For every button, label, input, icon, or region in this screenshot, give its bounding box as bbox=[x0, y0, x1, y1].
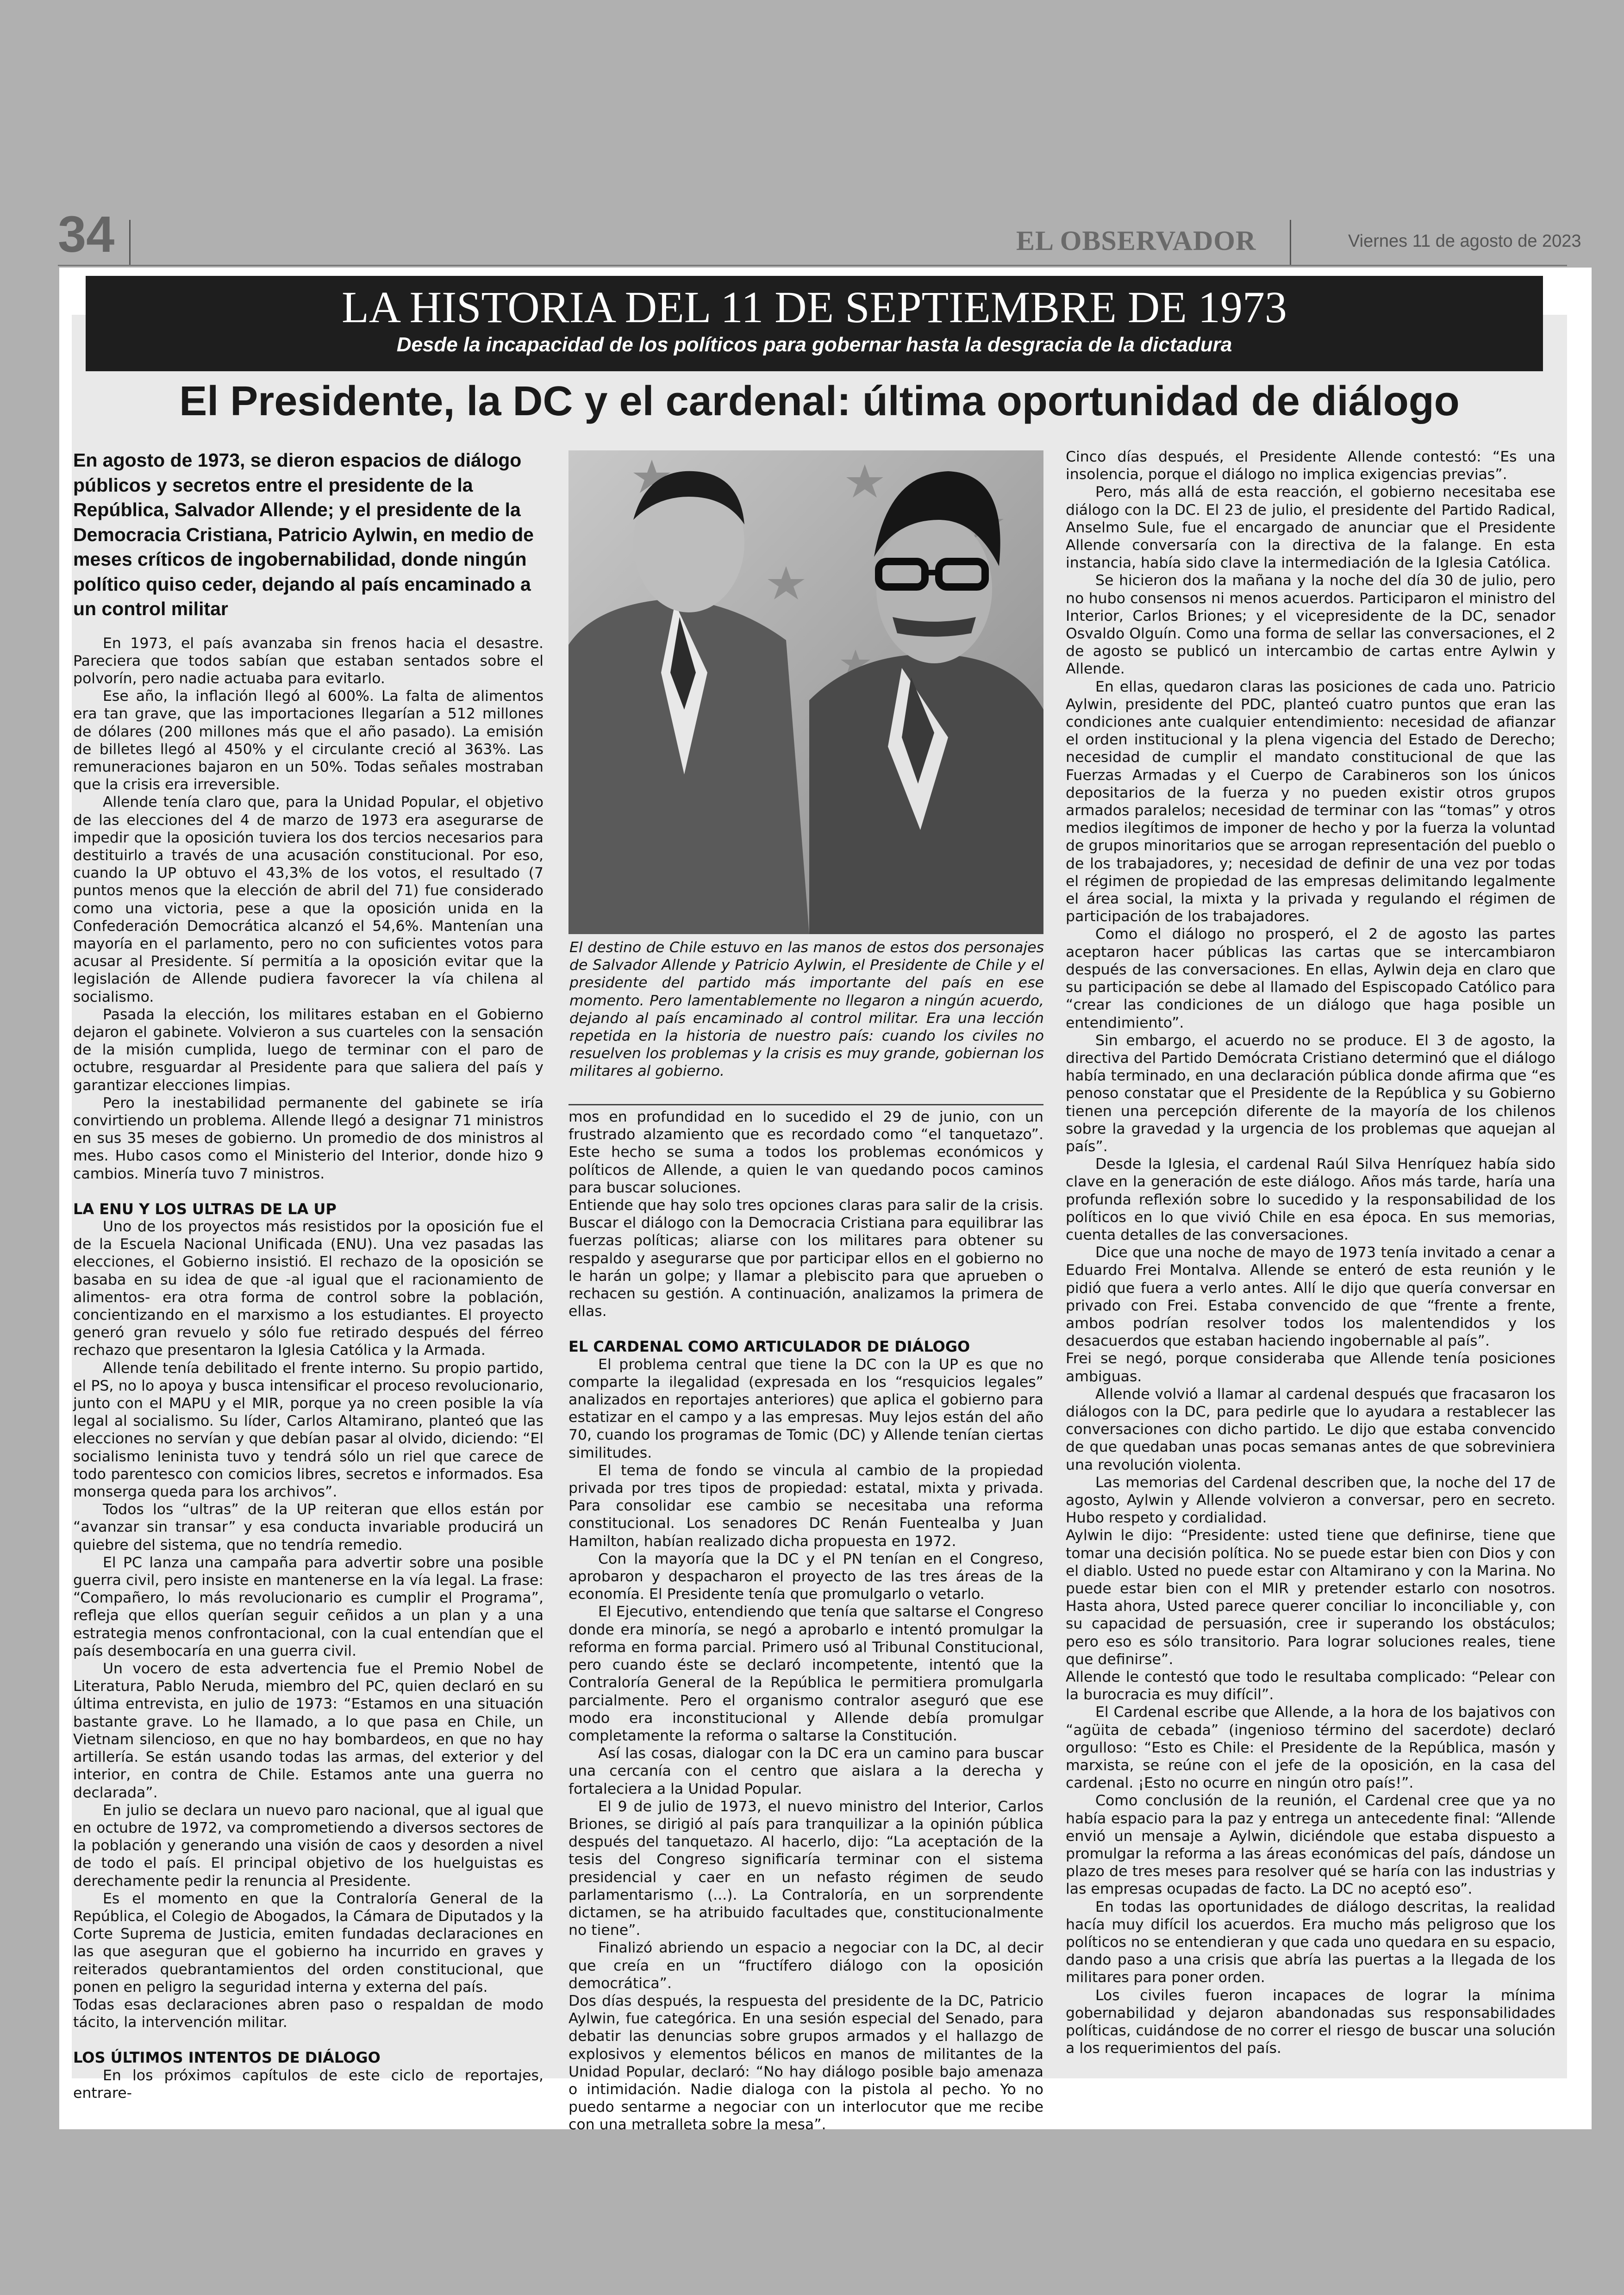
paragraph: El 9 de julio de 1973, el nuevo ministro del Interior, Carlos Briones, se dirigió al país para tranquilizar a la opinión pública después del tanquetazo. Al hacerlo, dijo: “La aceptación de la tesis del Congreso significaría terminar con el sistema presidencial y caer en un nefasto régimen de seudo parlamentarismo (...). La Contraloría, en un sorprendente dictamen, se ha atribuido facultades que, constitucionalmente no tiene”. bbox=[568, 1798, 1043, 1939]
section-heading: LOS ÚLTIMOS INTENTOS DE DIÁLOGO bbox=[73, 2049, 381, 2067]
article-column-1 bbox=[73, 448, 543, 2102]
paragraph: Uno de los proyectos más resistidos por la oposición fue el de la Escuela Nacional Unificada (ENU). Una vez pasadas las elecciones, el Gobierno insistió. El rechazo de la oposición se basaba en su idea de que -al igual que el racionamiento de alimentos- era otra forma de control sobre la población, concientizando en el marxismo a los estudiantes. El proyecto generó gran revuelo y sólo fue retirado después del férreo rechazo que presentaron la Iglesia Católica y la Armada. bbox=[73, 1218, 543, 1359]
paragraph: En los próximos capítulos de este ciclo de reportajes, entrare- bbox=[73, 2067, 543, 2102]
paragraph: Pasada la elección, los militares estaban en el Gobierno dejaron el gabinete. Volvieron a sus cuarteles con la sensación de la misión cumplida, luego de terminar con el paro de octubre, resguardar al Presidente para que saliera del país y garantizar elecciones limpias. bbox=[73, 1006, 543, 1094]
paragraph: Dos días después, la respuesta del presidente de la DC, Patricio Aylwin, fue categórica. En una sesión especial del Senado, para debatir las denuncias sobre grupos armados y el hallazgo de explosivos y elementos bélicos en manos de militantes de la Unidad Popular, declaró: “No hay diálogo posible bajo amenaza o intimidación. Nadie dialoga con la pistola al pecho. Yo no puedo sentarme a negociar con un interlocutor que me recibe con una metralleta sobre la mesa”. bbox=[568, 1992, 1043, 2133]
paragraph: Cinco días después, el Presidente Allende contestó: “Es una insolencia, porque el diálogo no implica exigencias previas”. bbox=[1066, 449, 1555, 483]
article-headline: El Presidente, la DC y el cardenal: última oportunidad de diálogo bbox=[179, 378, 1460, 424]
header-divider bbox=[1290, 220, 1291, 266]
paragraph: Finalizó abriendo un espacio a negociar con la DC, al decir que creía en un “fructífero diálogo con la oposición democrática”. bbox=[568, 1940, 1043, 1992]
paragraph: En todas las oportunidades de diálogo descritas, la realidad hacía muy difícil los acuerdos. Era mucho más peligroso que los políticos no se entendieran y que cada uno quedara en su espacio, dando paso a una crisis que abría las puertas a la llegada de los militares para poner orden. bbox=[1066, 1898, 1555, 1986]
paragraph: El Cardenal escribe que Allende, a la hora de los bajativos con “agüita de cebada” (ingenioso término del sacerdote) declaró orgulloso: “Esto es Chile: el Presidente de la República, masón y marxista, se reúne con el jefe de la oposición, en la casa del cardenal. ¡Esto no ocurre en ningún otro país!”. bbox=[1066, 1704, 1555, 1792]
photo-illustration bbox=[568, 450, 1043, 934]
paragraph: Pero la inestabilidad permanente del gabinete se iría convirtiendo un problema. Allende llegó a designar 71 ministros en sus 35 meses de gobierno. Un promedio de dos ministros al mes. Hubo casos como el Ministerio del Interior, donde hizo 9 cambios. Minería tuvo 7 ministros. bbox=[73, 1094, 543, 1182]
paragraph: Con la mayoría que la DC y el PN tenían en el Congreso, aprobaron y despacharon el proyecto de las tres áreas de la economía. El Presidente tenía que promulgarlo o vetarlo. bbox=[568, 1550, 1043, 1603]
paragraph: Todos los “ultras” de la UP reiteran que ellos están por “avanzar sin transar” y esa conducta invariable producirá un quiebre del sistema, que no tendría remedio. bbox=[73, 1501, 543, 1553]
paragraph: El Ejecutivo, entendiendo que tenía que saltarse el Congreso donde era minoría, se negó a aprobarlo e intentó promulgar la reforma en forma parcial. Primero usó al Tribunal Constitucional, pero cuando éste se declaró incompetente, intentó que la Contraloría General de la República le permitiera promulgarla parcialmente. Pero el organismo contralor aseguró que ese modo era inconstitucional y Allende debía promulgar completamente la reforma o saltarse la Constitución. bbox=[568, 1603, 1043, 1744]
paragraph: Como conclusión de la reunión, el Cardenal cree que ya no había espacio para la paz y entrega un antecedente final: “Allende envió un mensaje a Aylwin, diciéndole que estaba dispuesto a promulgar la reforma a las áreas económicas del país, dándose un plazo de tres meses para resolver qué se haría con las industrias y las empresas ocupadas de facto. La DC no aceptó eso”. bbox=[1066, 1792, 1555, 1898]
paragraph: En julio se declara un nuevo paro nacional, que al igual que en octubre de 1972, va comprometiendo a diversos sectores de la población y generando una visión de caos y desorden a nivel de todo el país. El principal objetivo de los huelguistas es derechamente pedir la renuncia al Presidente. bbox=[73, 1802, 543, 1890]
paragraph: Las memorias del Cardenal describen que, la noche del 17 de agosto, Aylwin y Allende volvieron a conversar, pero en secreto. Hubo respeto y cordialidad. bbox=[1066, 1474, 1555, 1527]
paragraph: El problema central que tiene la DC con la UP es que no comparte la ilegalidad (expresada en los “resquicios legales” analizados en reportajes anteriores) que aplica el gobierno para estatizar en el campo y a las empresas. Muy lejos están del año 70, cuando los programas de Tomic (DC) y Allende tenían ciertas similitudes. bbox=[568, 1356, 1043, 1461]
paragraph: Allende le contestó que todo le resultaba complicado: “Pelear con la burocracia es muy difícil”. bbox=[1066, 1669, 1555, 1703]
series-subtitle: Desde la incapacidad de los políticos para gobernar hasta la desgracia de la dictadura bbox=[396, 333, 1232, 356]
paragraph: Como el diálogo no prosperó, el 2 de agosto las partes aceptaron hacer públicas las cartas que se intercambiaron después de las conversaciones. En ellas, Aylwin deja en claro que su participación se debe al llamado del Espiscopado Católico para “crear las condiciones de un diálogo que haga posible un entendimiento”. bbox=[1066, 926, 1555, 1031]
newspaper-name: EL OBSERVADOR bbox=[1016, 225, 1256, 256]
header-rule bbox=[58, 265, 1567, 266]
paragraph: En ellas, quedaron claras las posiciones de cada uno. Patricio Aylwin, presidente del PDC, planteó cuatro puntos que eran las condiciones ante cualquier entendimiento: necesidad de afianzar el orden institucional y la plena vigencia del Estado de Derecho; necesidad de cumplir el mandato constitucional de que las Fuerzas Armadas y el Cuerpo de Carabineros son los únicos depositarios de la fuerza y no pueden existir otros grupos armados paralelos; necesidad de terminar con las “tomas” y otros medios ilegítimos de imponer de hecho y por la fuerza la voluntad de grupos minoritarios que se arrogan representación del pueblo o de los trabajadores, y; necesidad de definir de una vez por todas el régimen de propiedad de las empresas delimitando legalmente el área social, la mixta y la privada y regulando el régimen de participación de los trabajadores. bbox=[1066, 678, 1555, 925]
section-heading: LA ENU Y LOS ULTRAS DE LA UP bbox=[73, 1200, 337, 1218]
series-title: LA HISTORIA DEL 11 DE SEPTIEMBRE DE 1973 bbox=[342, 282, 1287, 332]
paragraph: Allende volvió a llamar al cardenal después que fracasaron los diálogos con la DC, para pedirle que lo ayudara a restablecer las conversaciones con dicho partido. Le dijo que estaba convencido de que quedaban unas pocas semanas antes de que sobreviniera una revolución violenta. bbox=[1066, 1385, 1555, 1473]
paragraph: mos en profundidad en lo sucedido el 29 de junio, con un frustrado alzamiento que es recordado como “el tanquetazo”. Este hecho se suma a todos los problemas económicos y políticos de Allende, a quien le van quedando pocos caminos para buscar soluciones. bbox=[568, 1109, 1043, 1196]
page-number: 34 bbox=[58, 206, 115, 263]
article-lead: En agosto de 1973, se dieron espacios de diálogo públicos y secretos entre el presidente de la República, Salvador Allende; y el presidente de la Democracia Cristiana, Patricio Aylwin, en medio de meses críticos de ingobernabilidad, donde ningún político quiso ceder, dejando al país encaminado a un control militar bbox=[73, 449, 534, 619]
paragraph: Los civiles fueron incapaces de lograr la mínima gobernabilidad y dejaron abandonadas sus responsabilidades políticas, cuidándose de no correr el riesgo de buscar una solución a los requerimientos del país. bbox=[1066, 1987, 1555, 2057]
paragraph: Pero, más allá de esta reacción, el gobierno necesitaba ese diálogo con la DC. El 23 de julio, el presidente del Partido Radical, Anselmo Sule, fue el encargado de anunciar que el Presidente Allende conversaría con la directiva de la falange. En esta instancia, había sido clave la intermediación de la Iglesia Católica. bbox=[1066, 484, 1555, 572]
paragraph: Allende tenía debilitado el frente interno. Su propio partido, el PS, no lo apoya y busca intensificar el proceso revolucionario, junto con el MAPU y el MIR, porque ya no creen posible la vía legal al socialismo. Su líder, Carlos Altamirano, planteó que las elecciones no servían y que debían pasar al olvido, diciendo: “El socialismo leninista tuvo y tendrá sólo un riel que carece de todo parentesco con comicios libres, secretos e informados. Esa monserga queda para los archivos”. bbox=[73, 1360, 543, 1501]
paragraph: Ese año, la inflación llegó al 600%. La falta de alimentos era tan grave, que las importaciones llegarían a 512 millones de dólares (200 millones más que el año pasado). La emisión de billetes llegó al 450% y el circulante creció al 363%. Las remuneraciones bajaron en un 50%. Todas señales mostraban que la crisis era irreversible. bbox=[73, 688, 543, 793]
paragraph: Un vocero de esta advertencia fue el Premio Nobel de Literatura, Pablo Neruda, miembro del PC, quien declaró en su última entrevista, en julio de 1973: “Estamos en una situación bastante grave. Lo he llamado, a lo que pasa en Chile, un Vietnam silencioso, en que no hay bombardeos, en que no hay artillería. Se están usando todas las armas, del exterior y del interior, en contra de Chile. Estamos ante una guerra no declarada”. bbox=[73, 1660, 543, 1801]
paragraph: Sin embargo, el acuerdo no se produce. El 3 de agosto, la directiva del Partido Demócrata Cristiano determinó que el diálogo había terminado, en una declaración pública donde afirma que “es penoso constatar que el Presidente de la República y su Gobierno tienen una percepción diferente de la mayoría de los chilenos sobre la gravedad y la urgencia de los problemas que aquejan al país”. bbox=[1066, 1032, 1555, 1155]
issue-date: Viernes 11 de agosto de 2023 bbox=[1348, 231, 1581, 251]
photo-caption: El destino de Chile estuvo en las manos de estos dos personajes de Salvador Allende y Patricio Aylwin, el Presidente de Chile y el presidente del partido más importante del país en ese momento. Pero lamentablemente no llegaron a ningún acuerdo, dejando al país encaminado al control militar. Era una lección repetida en la historia de nuestro país: cuando los civiles no resuelven los problemas y la crisis es muy grande, gobiernan los militares al gobierno. bbox=[569, 939, 1044, 1080]
article-column-2 bbox=[568, 1108, 1043, 2134]
caption-divider bbox=[568, 1104, 1043, 1105]
section-heading: EL CARDENAL COMO ARTICULADOR DE DIÁLOGO bbox=[568, 1338, 970, 1356]
paragraph: Es el momento en que la Contraloría General de la República, el Colegio de Abogados, la Cámara de Diputados y la Corte Suprema de Justicia, emiten fundadas declaraciones en las que aseguran que el gobierno ha incurrido en graves y reiterados quebrantamientos del orden constitucional, que ponen en peligro la seguridad interna y externa del país. bbox=[73, 1890, 543, 1996]
paragraph: Dice que una noche de mayo de 1973 tenía invitado a cenar a Eduardo Frei Montalva. Allende se enteró de esta reunión y le pidió que fuera a verlo antes. Allí le dijo que quería conversar en privado con Frei. Estaba convencido de que “frente a frente, ambos podrían resolver todos los malentendidos y los desacuerdos que estaban haciendo ingobernable al país”. bbox=[1066, 1244, 1555, 1350]
paragraph: Todas esas declaraciones abren paso o respaldan de modo tácito, la intervención militar. bbox=[73, 1996, 543, 2031]
paragraph: Allende tenía claro que, para la Unidad Popular, el objetivo de las elecciones del 4 de marzo de 1973 era asegurarse de impedir que la oposición tuviera los dos tercios necesarios para destituirlo a través de una acusación constitucional. Por eso, cuando la UP obtuvo el 43,3% de los votos, el resultado (7 puntos menos que la elección de abril del 71) fue considerado como una victoria, pese a que la oposición unida en la Confederación Democrática alcanzó el 54,6%. Mantenían una mayoría en el parlamento, pero no con suficientes votos para acusar al Presidente. Sí permitía a la oposición evitar que la legislación de Allende pudiera favorecer la vía chilena al socialismo. bbox=[73, 794, 543, 1005]
paragraph: Entiende que hay solo tres opciones claras para salir de la crisis. Buscar el diálogo con la Democracia Cristiana para equilibrar las fuerzas políticas; aliarse con los militares para obtener su respaldo y asegurarse que por participar ellos en el gobierno no le harán un golpe; y llamar a plebiscito para que aprueben o rechacen su gestión. A continuación, analizamos la primera de ellas. bbox=[568, 1197, 1043, 1320]
paragraph: En 1973, el país avanzaba sin frenos hacia el desastre. Pareciera que todos sabían que estaban sentados sobre el polvorín, pero nadie actuaba para evitarlo. bbox=[73, 635, 543, 687]
paragraph: Aylwin le dijo: “Presidente: usted tiene que definirse, tiene que tomar una decisión política. No se puede estar bien con Dios y con el diablo. Usted no puede estar con Altamirano y con la Marina. No puede estar bien con el MIR y pretender estarlo con nosotros. Hasta ahora, Usted parece querer conciliar lo inconciliable y, con su capacidad de persuasión, cree ir superando los obstáculos; pero eso es sólo transitorio. Para lograr soluciones reales, tiene que definirse”. bbox=[1066, 1527, 1555, 1668]
paragraph: Frei se negó, porque consideraba que Allende tenía posiciones ambiguas. bbox=[1066, 1350, 1555, 1385]
paragraph: El tema de fondo se vincula al cambio de la propiedad privada por tres tipos de propiedad: estatal, mixta y privada. Para consolidar ese cambio se necesitaba una reforma constitucional. Los senadores DC Renán Fuentealba y Juan Hamilton, habían realizado dicha propuesta en 1972. bbox=[568, 1462, 1043, 1550]
article-column-3 bbox=[1066, 448, 1555, 2057]
paragraph: El PC lanza una campaña para advertir sobre una posible guerra civil, pero insiste en mantenerse en la vía legal. La frase: “Compañero, lo más revolucionario es cumplir el Programa”, refleja que ellos querían seguir ceñidos a un plan y a una estrategia menos confrontacional, con la cual entendían que el país desembocaría en una guerra civil. bbox=[73, 1554, 543, 1659]
paragraph: Desde la Iglesia, el cardenal Raúl Silva Henríquez había sido clave en la generación de este diálogo. Años más tarde, haría una profunda reflexión sobre lo sucedido y la responsabilidad de los políticos en lo que vivió Chile en esa época. En sus memorias, cuenta detalles de las conversaciones. bbox=[1066, 1156, 1555, 1243]
paragraph: Así las cosas, dialogar con la DC era un camino para buscar una cercanía con el centro que aislara a la derecha y fortaleciera a la Unidad Popular. bbox=[568, 1745, 1043, 1797]
paragraph: Se hicieron dos la mañana y la noche del día 30 de julio, pero no hubo consensos ni menos acuerdos. Participaron el ministro del Interior, Carlos Briones; y el vicepresidente de la DC, senador Osvaldo Olguín. Como una forma de sellar las conversaciones, el 2 de agosto se publicó un intercambio de cartas entre Aylwin y Allende. bbox=[1066, 572, 1555, 678]
header-divider bbox=[129, 220, 131, 266]
series-banner bbox=[86, 276, 1543, 371]
article-photo bbox=[568, 450, 1043, 934]
